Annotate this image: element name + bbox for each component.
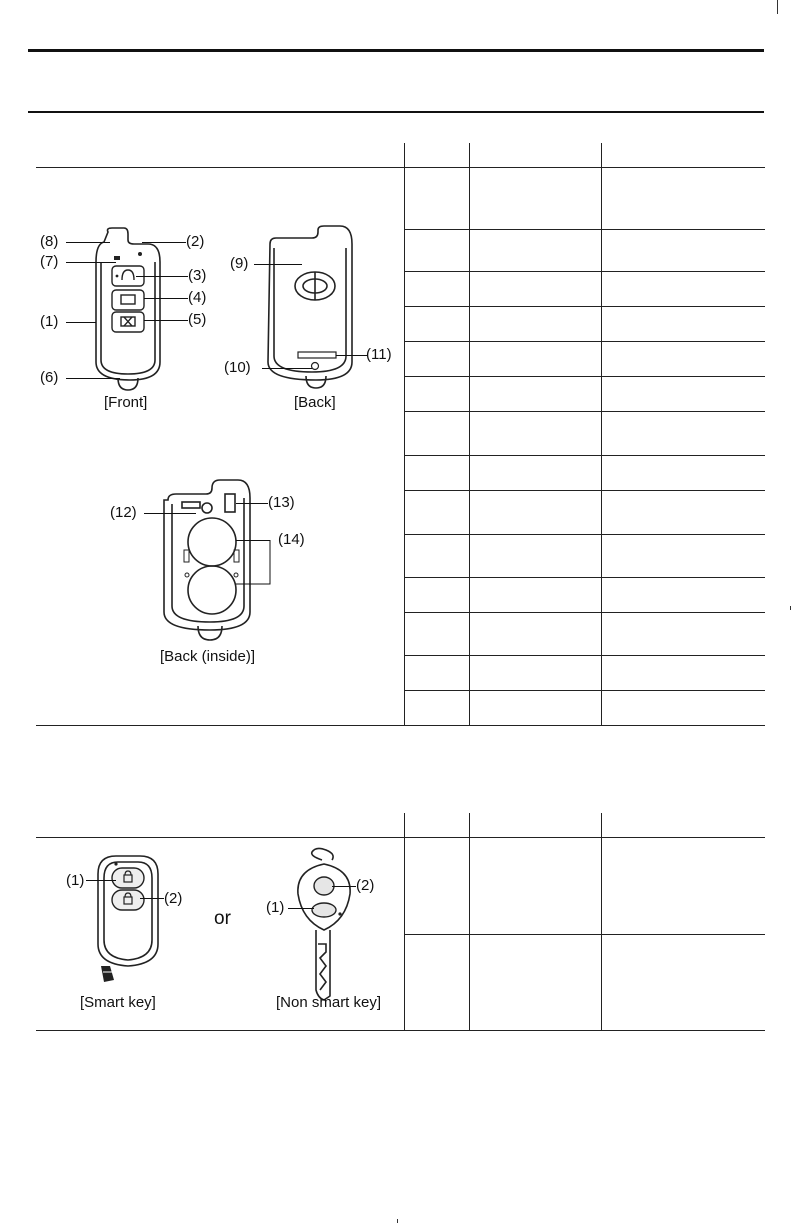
margin-tick-top-right [777,0,778,14]
back-caption: [Back] [294,394,336,411]
margin-tick-bottom [397,1219,398,1223]
front-caption: [Front] [104,394,148,411]
inside-label-13: (13) [268,494,295,511]
inside-caption: [Back (inside)] [160,648,256,665]
inside-label-12: (12) [110,504,137,521]
margin-tick-right [790,606,791,610]
front-label-3: (3) [188,267,207,284]
back-label-10: (10) [224,359,251,376]
front-label-4: (4) [188,289,207,306]
front-label-1: (1) [40,313,59,330]
front-label-6: (6) [40,369,59,386]
front-label-8: (8) [40,233,59,250]
smart-key-label-2: (2) [164,890,183,907]
inside-label-14: (14) [278,531,305,548]
non-smart-key-caption: [Non smart key] [276,994,382,1011]
smart-key-caption: [Smart key] [80,994,156,1011]
front-label-5: (5) [188,311,207,328]
front-label-7: (7) [40,253,59,270]
front-label-2: (2) [186,233,205,250]
back-label-11: (11) [366,346,392,363]
smart-key-label-1: (1) [66,872,85,889]
non-smart-key-label-1: (1) [266,899,285,916]
back-label-9: (9) [230,255,249,272]
or-separator: or [214,908,231,929]
non-smart-key-label-2: (2) [356,877,375,894]
